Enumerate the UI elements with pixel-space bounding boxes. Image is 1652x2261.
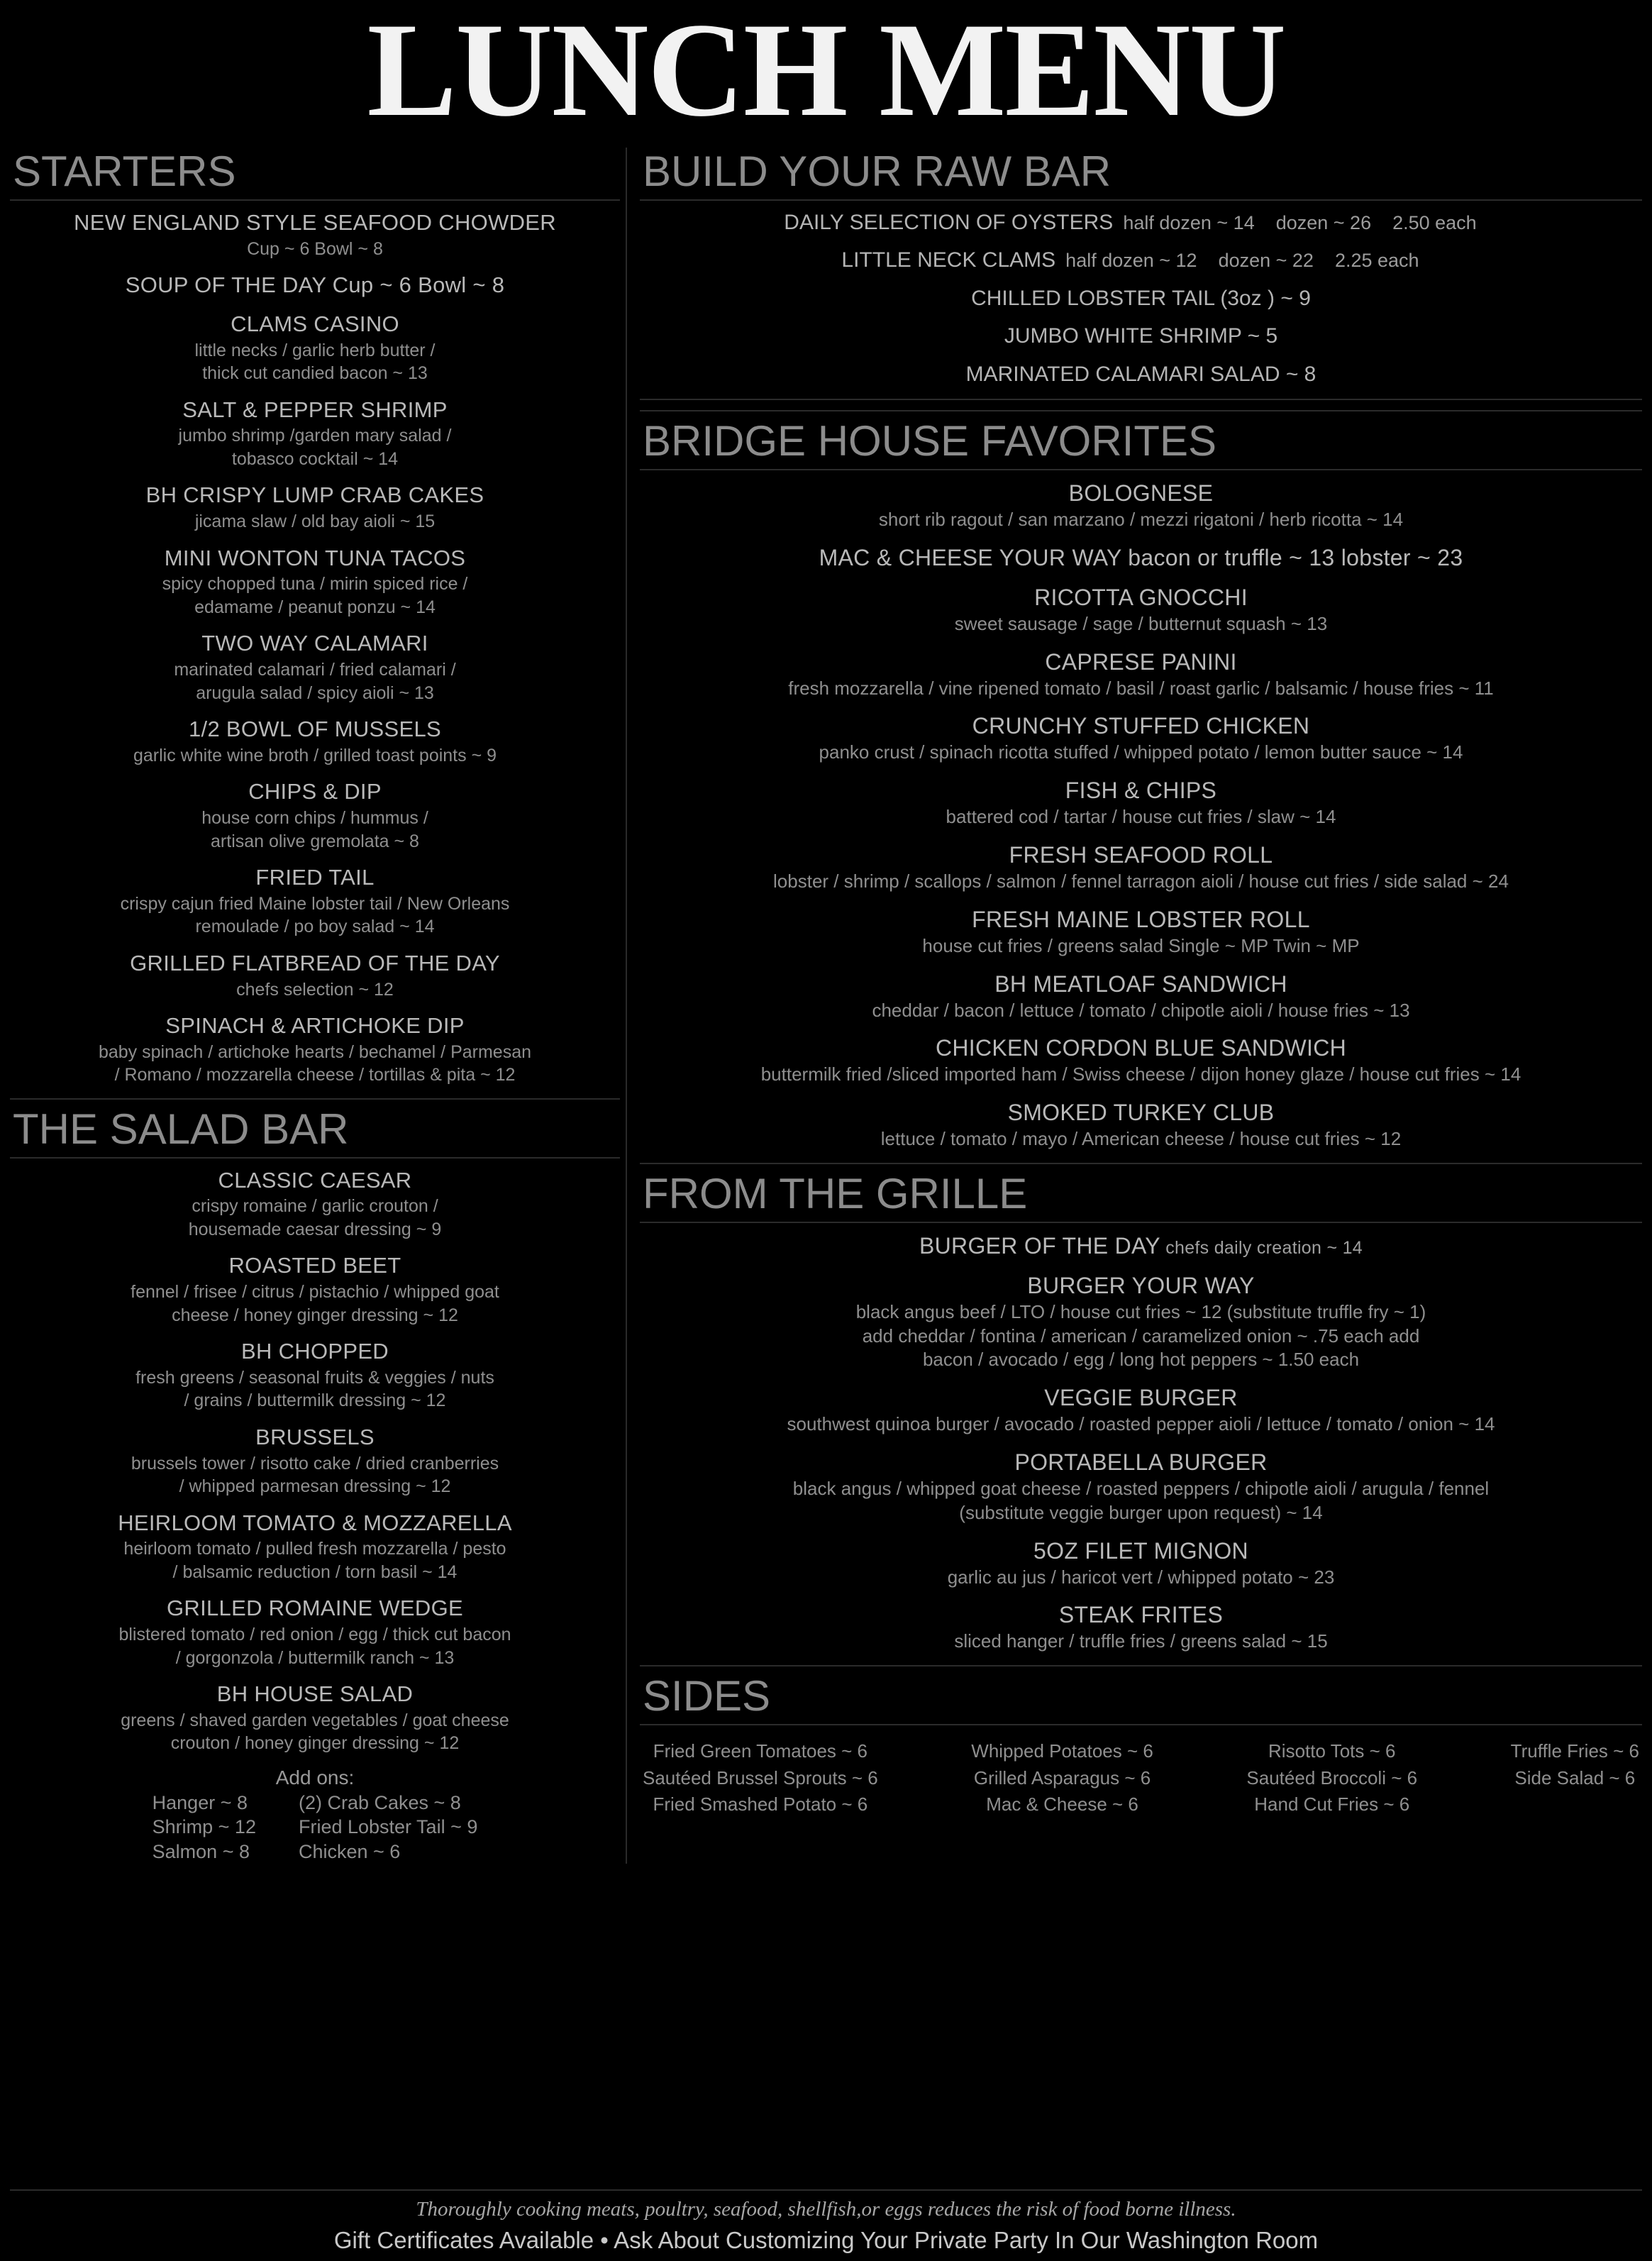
raw-bar-item <box>640 323 1642 350</box>
addons-column-b <box>299 1791 477 1864</box>
raw-bar-item <box>640 247 1642 274</box>
addons-column-a <box>153 1791 256 1864</box>
menu-item-name: FRIED TAIL <box>255 865 375 890</box>
menu-item-name: SOUP OF THE DAY Cup ~ 6 Bowl ~ 8 <box>125 272 505 298</box>
menu-item-name: 1/2 BOWL OF MUSSELS <box>189 717 441 742</box>
sides-column <box>971 1738 1153 1818</box>
section-heading-salad-bar: THE SALAD BAR <box>10 1098 620 1159</box>
menu-item-description: greens / shaved garden vegetables / goat cheese crouton / honey ginger dressing ~ 12 <box>121 1710 509 1754</box>
raw-bar-list <box>640 209 1642 388</box>
menu-item-name: FISH & CHIPS <box>1065 778 1217 804</box>
menu-item-name: MAC & CHEESE YOUR WAY bacon or truffle ~ 13 lobster ~ 23 <box>819 544 1463 570</box>
menu-item <box>10 209 620 260</box>
right-column <box>626 148 1642 1864</box>
menu-item-name: CLAMS CASINO <box>231 311 399 336</box>
menu-item <box>640 1537 1642 1590</box>
menu-item-description: fresh mozzarella / vine ripened tomato / basil / roast garlic / balsamic / house fries ~ 11 <box>788 677 1494 699</box>
raw-bar-item-name: LITTLE NECK CLAMS <box>841 248 1056 272</box>
raw-bar-price: dozen ~ 26 <box>1275 211 1372 233</box>
raw-bar-price: 2.50 each <box>1392 211 1477 233</box>
side-item: Mac & Cheese ~ 6 <box>986 1793 1138 1815</box>
side-item: Sautéed Broccoli ~ 6 <box>1246 1767 1418 1789</box>
divider <box>640 399 1642 400</box>
menu-item <box>640 1271 1642 1372</box>
menu-item <box>640 1098 1642 1151</box>
addon-item: Chicken ~ 6 <box>298 1840 401 1862</box>
menu-item <box>10 1252 620 1327</box>
menu-item-description: crispy cajun fried Maine lobster tail / New Orleans remoulade / po boy salad ~ 14 <box>120 893 510 937</box>
side-item: Truffle Fries ~ 6 <box>1510 1740 1639 1762</box>
menu-item-description: lobster / shrimp / scallops / salmon / fennel tarragon aioli / house cut fries / side salad ~ 24 <box>773 870 1509 892</box>
menu-item <box>640 1448 1642 1525</box>
menu-item-name: 5OZ FILET MIGNON <box>1033 1537 1248 1564</box>
menu-item-name: TWO WAY CALAMARI <box>201 631 428 656</box>
salad-addons <box>10 1767 620 1864</box>
menu-item-name: BOLOGNESE <box>1068 480 1214 507</box>
menu-item-name: CHICKEN CORDON BLUE SANDWICH <box>935 1035 1347 1061</box>
raw-bar-item-prices <box>1123 212 1497 233</box>
menu-item-name: BH MEATLOAF SANDWICH <box>994 971 1287 997</box>
menu-item-description: chefs selection ~ 12 <box>236 979 394 1000</box>
favorites-list <box>640 479 1642 1151</box>
menu-item-description: garlic white wine broth / grilled toast points ~ 9 <box>133 745 497 765</box>
menu-item <box>10 1338 620 1413</box>
menu-item-description: sweet sausage / sage / butternut squash ~ 13 <box>954 612 1328 634</box>
menu-item <box>10 864 620 939</box>
side-item: Sautéed Brussel Sprouts ~ 6 <box>643 1767 878 1789</box>
menu-item <box>10 272 620 299</box>
menu-item-description: house cut fries / greens salad Single ~ MP Twin ~ MP <box>922 934 1360 956</box>
menu-item-name: BH HOUSE SALAD <box>216 1681 414 1707</box>
menu-item <box>640 970 1642 1023</box>
menu-item-description: short rib ragout / san marzano / mezzi rigatoni / herb ricotta ~ 14 <box>878 509 1404 531</box>
menu-item-description: marinated calamari / fried calamari / arugula salad / spicy aioli ~ 13 <box>174 660 456 703</box>
side-item: Fried Green Tomatoes ~ 6 <box>653 1740 867 1762</box>
menu-item-description: spicy chopped tuna / mirin spiced rice / edamame / peanut ponzu ~ 14 <box>162 574 468 617</box>
menu-item-name: GRILLED ROMAINE WEDGE <box>167 1596 463 1621</box>
section-heading-favorites: BRIDGE HOUSE FAVORITES <box>640 410 1642 470</box>
menu-item <box>640 1034 1642 1087</box>
menu-item-name: STEAK FRITES <box>1058 1602 1224 1628</box>
menu-item-name: NEW ENGLAND STYLE SEAFOOD CHOWDER <box>74 209 556 235</box>
menu-item-description: blistered tomato / red onion / egg / thick cut bacon / gorgonzola / buttermilk ranch ~ 13 <box>118 1625 511 1668</box>
menu-item <box>10 1424 620 1498</box>
menu-item-name: CHIPS & DIP <box>248 779 382 805</box>
menu-item-name: BURGER OF THE DAY chefs daily creation ~ 14 <box>919 1232 1363 1259</box>
sides-grid <box>640 1734 1642 1818</box>
menu-item-name: CAPRESE PANINI <box>1045 648 1237 675</box>
menu-item <box>640 583 1642 636</box>
menu-item-description: Cup ~ 6 Bowl ~ 8 <box>247 238 383 259</box>
side-item: Side Salad ~ 6 <box>1514 1767 1636 1789</box>
raw-bar-item <box>640 209 1642 236</box>
menu-item-description: jicama slaw / old bay aioli ~ 15 <box>194 512 436 532</box>
menu-item-description: buttermilk fried /sliced imported ham / Swiss cheese / dijon honey glaze / house cut fries ~ 14 <box>760 1063 1521 1085</box>
menu-item <box>640 648 1642 701</box>
page-footer <box>0 2189 1652 2254</box>
raw-bar-item <box>640 285 1642 312</box>
menu-item <box>10 1510 620 1584</box>
menu-item <box>640 776 1642 829</box>
menu-item-name: BRUSSELS <box>255 1424 375 1449</box>
menu-item-description: heirloom tomato / pulled fresh mozzarella / pesto / balsamic reduction / torn basil ~ 14 <box>123 1539 506 1582</box>
menu-item <box>640 905 1642 958</box>
addon-item: (2) Crab Cakes ~ 8 <box>298 1791 461 1813</box>
menu-item <box>10 1167 620 1242</box>
side-item: Hand Cut Fries ~ 6 <box>1254 1793 1410 1815</box>
menu-item-description: jumbo shrimp /garden mary salad / tobasco cocktail ~ 14 <box>178 426 452 469</box>
menu-item-description: garlic au jus / haricot vert / whipped potato ~ 23 <box>947 1566 1335 1588</box>
menu-item-description: little necks / garlic herb butter / thick cut candied bacon ~ 13 <box>194 340 436 384</box>
menu-item-description: house corn chips / hummus / artisan olive gremolata ~ 8 <box>201 808 428 851</box>
menu-item-name: SALT & PEPPER SHRIMP <box>182 397 448 422</box>
footer-disclaimer: Thoroughly cooking meats, poultry, seafood, shellfish,or eggs reduces the risk of food borne illness. <box>416 2198 1236 2221</box>
menu-item-description: cheddar / bacon / lettuce / tomato / chipotle aioli / house fries ~ 13 <box>872 999 1410 1021</box>
menu-item-description: fennel / frisee / citrus / pistachio / whipped goat cheese / honey ginger dressing ~ 12 <box>131 1282 499 1325</box>
grille-list <box>640 1232 1642 1654</box>
menu-item-description: black angus beef / LTO / house cut fries ~ 12 (substitute truffle fry ~ 1) add cheddar / fontina / american / caramelized onion ~ .75 each add bacon / avocado / egg / long hot peppers ~ 1.50 each <box>855 1300 1426 1371</box>
addons-grid <box>10 1791 620 1864</box>
page-title: LUNCH MENU <box>367 0 1285 145</box>
addon-item: Fried Lobster Tail ~ 9 <box>298 1816 478 1838</box>
menu-item-name: SPINACH & ARTICHOKE DIP <box>165 1013 465 1039</box>
addons-title: Add ons: <box>275 1766 355 1789</box>
menu-item-name: CRUNCHY STUFFED CHICKEN <box>972 713 1310 739</box>
menu-item <box>640 1232 1642 1260</box>
menu-item <box>10 545 620 619</box>
menu-item <box>640 841 1642 894</box>
menu-item-description: lettuce / tomato / mayo / American cheese / house cut fries ~ 12 <box>880 1128 1402 1150</box>
side-item: Risotto Tots ~ 6 <box>1268 1740 1396 1762</box>
menu-item <box>10 482 620 533</box>
section-heading-raw-bar: BUILD YOUR RAW BAR <box>640 148 1642 201</box>
section-heading-starters: STARTERS <box>10 148 620 201</box>
sides-column <box>1511 1738 1639 1818</box>
menu-item <box>10 630 620 704</box>
menu-item-name: RICOTTA GNOCCHI <box>1034 584 1248 610</box>
menu-item-description: panko crust / spinach ricotta stuffed / whipped potato / lemon butter sauce ~ 14 <box>819 741 1463 763</box>
menu-item-name: ROASTED BEET <box>228 1253 401 1278</box>
menu-item-name: CLASSIC CAESAR <box>218 1167 412 1193</box>
menu-item-description: black angus / whipped goat cheese / roasted peppers / chipotle aioli / arugula / fennel (substitute veggie burger upon request) ~ 14 <box>792 1478 1490 1523</box>
menu-item-description: battered cod / tartar / house cut fries / slaw ~ 14 <box>946 806 1336 828</box>
raw-bar-item-name: DAILY SELECTION OF OYSTERS <box>784 210 1114 234</box>
menu-item-name: MINI WONTON TUNA TACOS <box>164 545 466 570</box>
menu-item-name: GRILLED FLATBREAD OF THE DAY <box>130 950 500 975</box>
menu-item-name: FRESH SEAFOOD ROLL <box>1009 842 1273 868</box>
menu-item-name: FRESH MAINE LOBSTER ROLL <box>972 906 1310 932</box>
salad-bar-list <box>10 1167 620 1755</box>
menu-item <box>640 543 1642 572</box>
menu-item <box>10 1681 620 1755</box>
side-item: Fried Smashed Potato ~ 6 <box>653 1793 868 1815</box>
menu-item <box>640 712 1642 765</box>
raw-bar-price: dozen ~ 22 <box>1218 250 1314 272</box>
menu-item-description: sliced hanger / truffle fries / greens salad ~ 15 <box>954 1630 1328 1652</box>
sides-column <box>643 1738 878 1818</box>
section-heading-sides: SIDES <box>640 1665 1642 1725</box>
raw-bar-price: half dozen ~ 12 <box>1065 250 1197 272</box>
menu-columns <box>10 148 1642 1864</box>
menu-item-name: SMOKED TURKEY CLUB <box>1007 1100 1275 1126</box>
raw-bar-item-name: CHILLED LOBSTER TAIL (3oz ) ~ 9 <box>971 286 1311 310</box>
raw-bar-price: 2.25 each <box>1334 250 1419 272</box>
raw-bar-price: half dozen ~ 14 <box>1123 211 1255 233</box>
raw-bar-item <box>640 361 1642 388</box>
menu-item-name: BH CHOPPED <box>241 1339 389 1364</box>
menu-item <box>10 397 620 471</box>
menu-item-inline-note: chefs daily creation ~ 14 <box>1160 1237 1363 1258</box>
menu-item <box>640 1383 1642 1437</box>
sides-column <box>1246 1738 1417 1818</box>
menu-item <box>10 1595 620 1669</box>
side-item: Grilled Asparagus ~ 6 <box>973 1767 1151 1789</box>
addon-item: Hanger ~ 8 <box>152 1791 248 1813</box>
menu-item <box>10 950 620 1001</box>
raw-bar-item-name: JUMBO WHITE SHRIMP ~ 5 <box>1004 324 1278 348</box>
menu-item <box>10 311 620 385</box>
menu-item-name: BH CRISPY LUMP CRAB CAKES <box>145 482 484 508</box>
menu-item-description: fresh greens / seasonal fruits & veggies / nuts / grains / buttermilk dressing ~ 12 <box>135 1367 494 1411</box>
addon-item: Shrimp ~ 12 <box>152 1816 256 1838</box>
menu-item <box>640 1601 1642 1654</box>
raw-bar-item-name: MARINATED CALAMARI SALAD ~ 8 <box>965 362 1316 386</box>
menu-item <box>10 1012 620 1087</box>
menu-item <box>10 778 620 853</box>
menu-item-description: brussels tower / risotto cake / dried cranberries / whipped parmesan dressing ~ 12 <box>131 1453 499 1497</box>
menu-item-name: PORTABELLA BURGER <box>1014 1449 1268 1476</box>
menu-item-description: crispy romaine / garlic crouton / housemade caesar dressing ~ 9 <box>188 1196 442 1239</box>
footer-divider <box>10 2189 1642 2191</box>
section-heading-grille: FROM THE GRILLE <box>640 1163 1642 1223</box>
side-item: Whipped Potatoes ~ 6 <box>971 1740 1153 1762</box>
menu-item <box>640 479 1642 532</box>
menu-item <box>10 716 620 767</box>
menu-item-name: BURGER YOUR WAY <box>1027 1272 1255 1298</box>
menu-item-description: baby spinach / artichoke hearts / bechamel / Parmesan / Romano / mozzarella cheese / tortillas & pita ~ 12 <box>98 1041 532 1085</box>
raw-bar-item-prices <box>1065 250 1440 271</box>
footer-gift-certificates: Gift Certificates Available • Ask About Customizing Your Private Party In Our Washington Room <box>333 2227 1319 2253</box>
starters-list <box>10 209 620 1087</box>
menu-item-name: HEIRLOOM TOMATO & MOZZARELLA <box>118 1510 512 1535</box>
addon-item: Salmon ~ 8 <box>152 1840 250 1862</box>
menu-item-name: VEGGIE BURGER <box>1044 1385 1238 1411</box>
menu-item-description: southwest quinoa burger / avocado / roasted pepper aioli / lettuce / tomato / onion ~ 14 <box>787 1413 1495 1435</box>
left-column <box>10 148 620 1864</box>
